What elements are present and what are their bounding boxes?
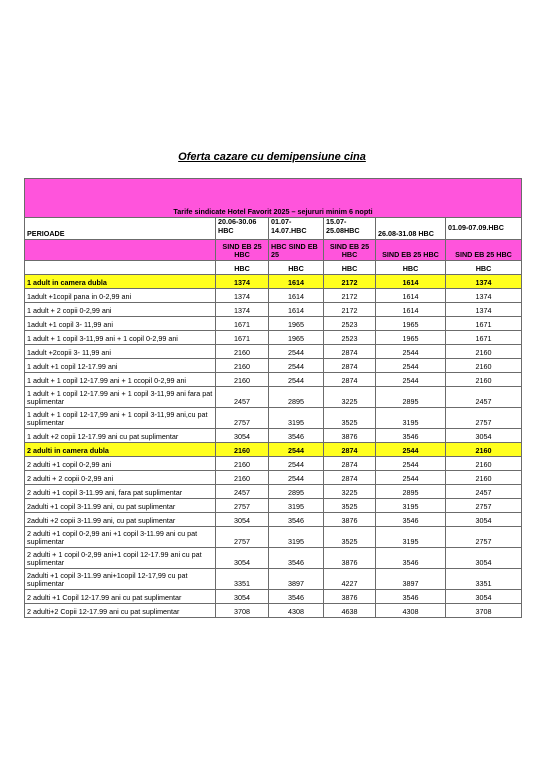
table-row [25, 303, 522, 317]
row-value: 3225 [324, 387, 376, 408]
row-value: 3876 [324, 590, 376, 604]
row-value: 1671 [216, 331, 269, 345]
row-value: 2544 [376, 373, 446, 387]
row-value: 2895 [269, 485, 324, 499]
perioade-row [25, 218, 522, 240]
row-value: 2160 [216, 443, 269, 457]
row-value: 2874 [324, 359, 376, 373]
row-value: 2895 [269, 387, 324, 408]
table-row [25, 513, 522, 527]
hbc-3: HBC [324, 261, 376, 275]
sind-3: SIND EB 25 HBC [324, 240, 376, 261]
row-value: 3351 [216, 569, 269, 590]
row-value: 2874 [324, 373, 376, 387]
row-value: 2160 [446, 457, 522, 471]
page-title: Oferta cazare cu demipensiune cina [178, 151, 366, 163]
row-value: 2895 [376, 485, 446, 499]
table-row [25, 604, 522, 618]
row-value: 4308 [269, 604, 324, 618]
period-5: 01.09-07.09.HBC [446, 218, 522, 240]
period-4: 26.08-31.08 HBC [376, 218, 446, 240]
table-row [25, 345, 522, 359]
row-value: 1374 [216, 275, 269, 289]
row-value: 3054 [216, 548, 269, 569]
row-value: 2544 [269, 471, 324, 485]
row-value: 3546 [269, 513, 324, 527]
row-value: 2160 [446, 359, 522, 373]
row-value: 3897 [376, 569, 446, 590]
row-value: 2172 [324, 289, 376, 303]
row-value: 3054 [446, 513, 522, 527]
hbc-4: HBC [376, 261, 446, 275]
row-label: 1 adult + 1 copil 12-17,99 ani + 1 copil 3-11,99 ani,cu pat suplimentar [25, 408, 216, 429]
header-spacer-row [25, 179, 522, 196]
table-row [25, 457, 522, 471]
row-label: 1 adult + 2 copii 0-2,99 ani [25, 303, 216, 317]
row-value: 3546 [376, 548, 446, 569]
row-value: 3054 [446, 590, 522, 604]
row-label: 2 adulti +1 copil 3-11.99 ani, fara pat suplimentar [25, 485, 216, 499]
row-value: 1374 [446, 275, 522, 289]
period-1: 20.06-30.06 HBC [216, 218, 269, 240]
row-label: 1 adult + 1 copil 12-17.99 ani + 1 copil 3-11,99 ani fara pat suplimentar [25, 387, 216, 408]
table-row [25, 485, 522, 499]
row-value: 3876 [324, 513, 376, 527]
row-value: 2757 [446, 499, 522, 513]
row-value: 2160 [446, 373, 522, 387]
row-value: 2160 [216, 359, 269, 373]
row-value: 3195 [376, 499, 446, 513]
row-value: 2457 [446, 485, 522, 499]
perioade-label: PERIOADE [25, 218, 216, 240]
row-value: 4308 [376, 604, 446, 618]
row-value: 1614 [269, 275, 324, 289]
row-value: 2757 [216, 499, 269, 513]
table-row [25, 408, 522, 429]
row-value: 2160 [216, 345, 269, 359]
row-value: 3525 [324, 527, 376, 548]
row-label: 1adult +2copii 3- 11,99 ani [25, 345, 216, 359]
sind-4: SIND EB 25 HBC [376, 240, 446, 261]
row-value: 2544 [269, 359, 324, 373]
row-label: 1 adult + 1 copil 3-11,99 ani + 1 copil 0-2,99 ani [25, 331, 216, 345]
row-value: 1374 [216, 289, 269, 303]
table-row [25, 317, 522, 331]
row-label: 2 adulti +1 copil 0-2,99 ani [25, 457, 216, 471]
hbc-row [25, 261, 522, 275]
row-value: 2544 [376, 345, 446, 359]
row-value: 2457 [446, 387, 522, 408]
row-value: 1965 [376, 317, 446, 331]
row-value: 2874 [324, 443, 376, 457]
row-value: 2523 [324, 331, 376, 345]
row-value: 2172 [324, 303, 376, 317]
row-value: 3054 [216, 513, 269, 527]
row-value: 2757 [446, 527, 522, 548]
row-value: 2160 [216, 457, 269, 471]
table-row [25, 275, 522, 289]
row-label: 2 adulti + 2 copii 0-2,99 ani [25, 471, 216, 485]
row-value: 1965 [376, 331, 446, 345]
sind-row [25, 240, 522, 261]
hbc-2: HBC [269, 261, 324, 275]
row-label: 1adult +1copil pana in 0-2,99 ani [25, 289, 216, 303]
row-value: 2895 [376, 387, 446, 408]
row-value: 2544 [269, 345, 324, 359]
period-2: 01.07-14.07.HBC [269, 218, 324, 240]
tarif-header: Tarife sindicate Hotel Favorit 2025 – sejururi minim 6 nopti [25, 196, 522, 218]
tarif-row [25, 196, 522, 218]
row-value: 1965 [269, 317, 324, 331]
row-value: 3195 [269, 499, 324, 513]
table-row [25, 527, 522, 548]
row-value: 3054 [216, 429, 269, 443]
row-value: 3195 [376, 408, 446, 429]
row-label: 1adult +1 copil 3- 11,99 ani [25, 317, 216, 331]
row-value: 1614 [269, 303, 324, 317]
row-value: 3546 [269, 429, 324, 443]
row-value: 1965 [269, 331, 324, 345]
hbc-5: HBC [446, 261, 522, 275]
table-row [25, 548, 522, 569]
row-label: 2 adulti + 1 copil 0-2,99 ani+1 copil 12-17.99 ani cu pat suplimentar [25, 548, 216, 569]
sind-2: HBC SIND EB 25 [269, 240, 324, 261]
row-value: 2874 [324, 471, 376, 485]
row-label: 1 adult + 1 copil 12-17.99 ani + 1 ccopil 0-2,99 ani [25, 373, 216, 387]
table-row [25, 373, 522, 387]
row-value: 3054 [216, 590, 269, 604]
table-row [25, 569, 522, 590]
row-label: 2 adulti +1 Copil 12-17.99 ani cu pat suplimentar [25, 590, 216, 604]
row-value: 3054 [446, 548, 522, 569]
row-value: 2160 [446, 471, 522, 485]
row-value: 2544 [269, 443, 324, 457]
row-value: 2544 [376, 443, 446, 457]
row-value: 1374 [216, 303, 269, 317]
row-value: 3054 [446, 429, 522, 443]
row-label: 2adulti +2 copii 3-11.99 ani, cu pat suplimentar [25, 513, 216, 527]
row-label: 2 adulti +1 copil 0-2,99 ani +1 copil 3-11.99 ani cu pat suplimentar [25, 527, 216, 548]
row-label: 2 adulti+2 Copii 12-17.99 ani cu pat suplimentar [25, 604, 216, 618]
row-value: 3546 [269, 548, 324, 569]
row-value: 2544 [376, 471, 446, 485]
row-value: 2874 [324, 457, 376, 471]
row-label: 1 adult +2 copii 12-17.99 ani cu pat suplimentar [25, 429, 216, 443]
rates-table [24, 178, 522, 618]
row-value: 2457 [216, 387, 269, 408]
row-value: 1671 [446, 317, 522, 331]
row-value: 2523 [324, 317, 376, 331]
row-value: 3897 [269, 569, 324, 590]
table-row [25, 359, 522, 373]
row-value: 3546 [376, 590, 446, 604]
row-value: 3546 [376, 429, 446, 443]
row-value: 3708 [216, 604, 269, 618]
table-row [25, 471, 522, 485]
sind-1: SIND EB 25 HBC [216, 240, 269, 261]
table-row [25, 289, 522, 303]
row-value: 3195 [376, 527, 446, 548]
row-value: 2544 [269, 457, 324, 471]
row-value: 2160 [216, 373, 269, 387]
row-value: 2172 [324, 275, 376, 289]
row-label: 2 adulti in camera dubla [25, 443, 216, 457]
row-label: 2adulti +1 copil 3-11.99 ani+1copil 12-17,99 cu pat suplimentar [25, 569, 216, 590]
row-value: 3195 [269, 408, 324, 429]
row-label: 1 adult in camera dubla [25, 275, 216, 289]
row-value: 2874 [324, 345, 376, 359]
row-value: 1671 [446, 331, 522, 345]
row-value: 3876 [324, 429, 376, 443]
row-value: 3876 [324, 548, 376, 569]
row-value: 3546 [269, 590, 324, 604]
row-value: 3525 [324, 408, 376, 429]
row-value: 4227 [324, 569, 376, 590]
hbc-1: HBC [216, 261, 269, 275]
table-row [25, 387, 522, 408]
row-value: 2160 [446, 443, 522, 457]
row-value: 1374 [446, 303, 522, 317]
row-value: 1374 [446, 289, 522, 303]
row-value: 2757 [446, 408, 522, 429]
row-value: 2160 [446, 345, 522, 359]
row-value: 2160 [216, 471, 269, 485]
table-row [25, 443, 522, 457]
period-3: 15.07-25.08HBC [324, 218, 376, 240]
row-value: 1614 [376, 289, 446, 303]
row-value: 2757 [216, 527, 269, 548]
row-value: 3708 [446, 604, 522, 618]
table-row [25, 331, 522, 345]
row-value: 3195 [269, 527, 324, 548]
sind-5: SIND EB 25 HBC [446, 240, 522, 261]
row-value: 3225 [324, 485, 376, 499]
row-value: 3351 [446, 569, 522, 590]
row-value: 2757 [216, 408, 269, 429]
row-value: 1614 [269, 289, 324, 303]
table-row [25, 429, 522, 443]
row-value: 2544 [376, 457, 446, 471]
row-value: 1614 [376, 275, 446, 289]
row-value: 2544 [376, 359, 446, 373]
row-label: 2adulti +1 copil 3-11.99 ani, cu pat suplimentar [25, 499, 216, 513]
table-row [25, 590, 522, 604]
row-value: 3525 [324, 499, 376, 513]
row-value: 1614 [376, 303, 446, 317]
row-value: 2544 [269, 373, 324, 387]
row-value: 3546 [376, 513, 446, 527]
table-row [25, 499, 522, 513]
row-value: 1671 [216, 317, 269, 331]
row-value: 4638 [324, 604, 376, 618]
row-value: 2457 [216, 485, 269, 499]
row-label: 1 adult +1 copil 12-17.99 ani [25, 359, 216, 373]
